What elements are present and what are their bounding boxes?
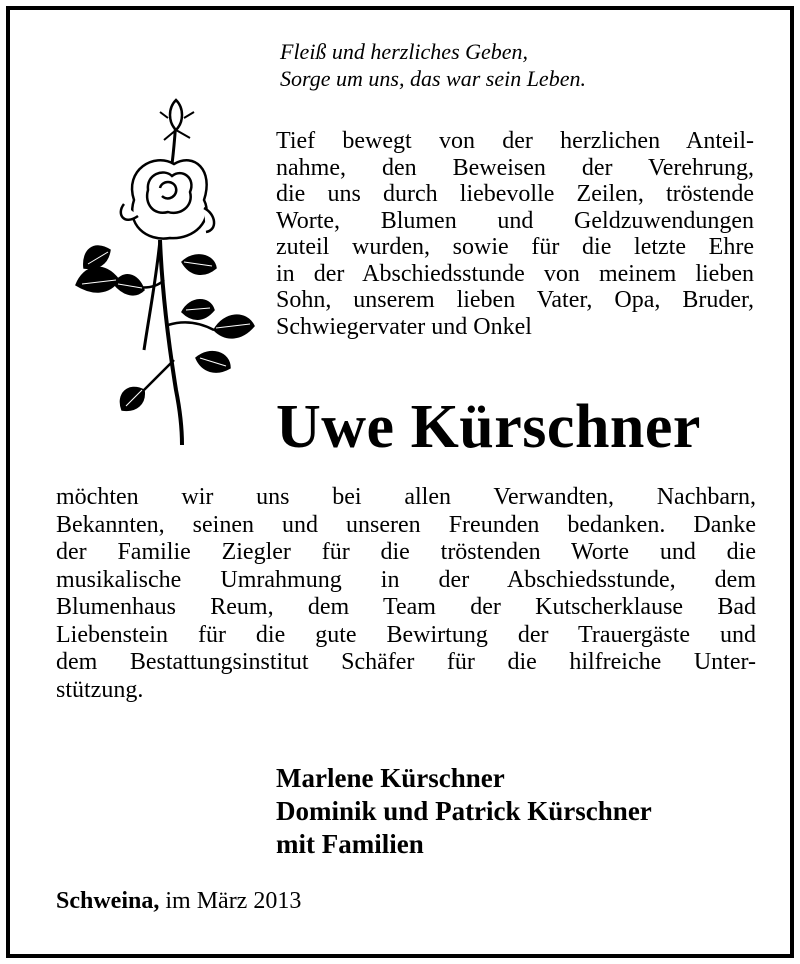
motto-line-1: Fleiß und herzliches Geben, [280, 39, 529, 64]
place-date-text: im März 2013 [165, 888, 302, 914]
intro-line: Sohn, unserem lieben Vater, Opa, Bruder, [276, 287, 754, 313]
signatory-line-3: mit Familien [276, 829, 424, 859]
intro-text [276, 128, 754, 340]
thanks-line: Blumenhaus Reum, dem Team der Kutscherklause Bad [56, 594, 756, 620]
intro-line: Schwiegervater und Onkel [276, 313, 532, 340]
notice-frame [6, 6, 794, 958]
motto [280, 38, 586, 92]
place-date [56, 886, 301, 916]
thanks-text [56, 484, 756, 704]
thanks-line: der Familie Ziegler für die tröstenden Worte und die [56, 539, 756, 565]
intro-line: in der Abschiedsstunde von meinem lieben [276, 260, 754, 287]
place-town: Schweina, [56, 888, 160, 914]
thanks-line: musikalische Umrahmung in der Abschiedsstunde, dem [56, 566, 756, 593]
thanks-line: Bekannten, seinen und unseren Freunden bedanken. Danke [56, 511, 756, 538]
intro-line: Tief bewegt von der herzlichen Anteil- [276, 128, 754, 154]
rose-icon [64, 90, 264, 450]
thanks-line: Liebenstein für die gute Bewirtung der Trauergäste und [56, 621, 756, 648]
intro-line: die uns durch liebevolle Zeilen, tröstende [276, 181, 754, 207]
intro-line: nahme, den Beweisen der Verehrung, [276, 154, 754, 181]
signatory-line-2: Dominik und Patrick Kürschner [276, 796, 652, 826]
thanks-line: möchten wir uns bei allen Verwandten, Nachbarn, [56, 484, 756, 510]
signatory-line-1: Marlene Kürschner [276, 763, 505, 793]
thanks-line: stützung. [56, 676, 144, 703]
motto-line-2: Sorge um uns, das war sein Leben. [280, 66, 586, 91]
intro-line: Worte, Blumen und Geldzuwendungen [276, 207, 754, 234]
deceased-name: Uwe Kürschner [276, 393, 701, 461]
intro-line: zuteil wurden, sowie für die letzte Ehre [276, 234, 754, 260]
signatories [276, 762, 652, 861]
thanks-line: dem Bestattungsinstitut Schäfer für die hilfreiche Unter- [56, 649, 756, 675]
